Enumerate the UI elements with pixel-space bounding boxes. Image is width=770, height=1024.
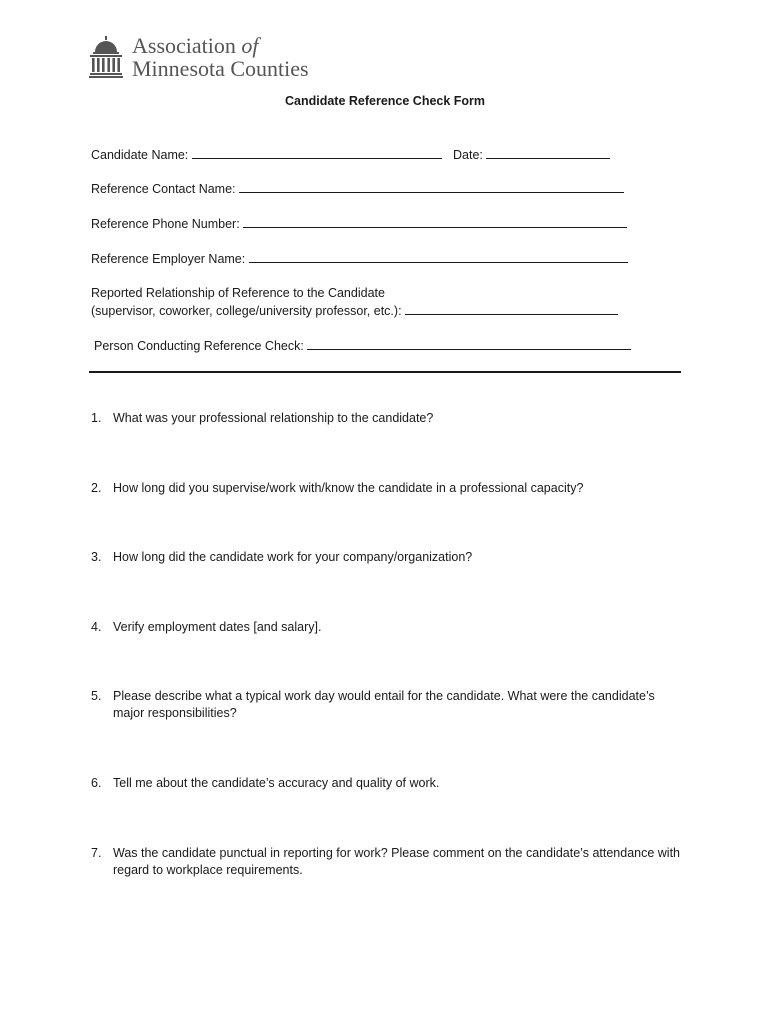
question-text: Tell me about the candidate’s accuracy and quality of work. [113, 776, 440, 790]
candidate-name-field[interactable] [192, 147, 442, 159]
relationship-label: (supervisor, coworker, college/university professor, etc.): [91, 304, 402, 318]
candidate-name-label: Candidate Name: [91, 148, 189, 162]
employer-field[interactable] [249, 251, 628, 263]
question-text: How long did the candidate work for your company/organization? [113, 550, 473, 564]
phone-field[interactable] [243, 216, 627, 228]
logo-line2: Minnesota Counties [132, 56, 309, 81]
employer-row [91, 251, 628, 267]
question-number: 1. [91, 411, 102, 425]
amc-logo [89, 34, 349, 82]
question-number: 4. [91, 620, 102, 634]
relationship-field[interactable] [405, 303, 618, 315]
phone-row [91, 216, 627, 232]
phone-label: Reference Phone Number: [91, 217, 240, 231]
question-number: 7. [91, 846, 102, 860]
question-text: How long did you supervise/work with/know the candidate in a professional capacity? [113, 481, 584, 495]
conductor-row [94, 338, 631, 354]
date-label: Date: [453, 148, 483, 162]
question-number: 2. [91, 481, 102, 495]
question-number: 6. [91, 776, 102, 790]
question-text: Verify employment dates [and salary]. [113, 620, 322, 634]
relationship-line1: Reported Relationship of Reference to the Candidate [91, 286, 385, 300]
question-text: Was the candidate punctual in reporting for work? Please comment on the candidate’s attendance with regard to workplace requirements. [113, 846, 681, 877]
form-title: Candidate Reference Check Form [284, 94, 486, 108]
date-row [453, 147, 610, 163]
conductor-field[interactable] [307, 338, 631, 350]
question-text: Please describe what a typical work day would entail for the candidate. What were the candidate’s major responsibilities? [113, 689, 655, 720]
question-text: What was your professional relationship to the candidate? [113, 411, 434, 425]
logo-wordmark [132, 34, 309, 80]
contact-name-field[interactable] [239, 181, 624, 193]
date-field[interactable] [486, 147, 610, 159]
employer-label: Reference Employer Name: [91, 252, 246, 266]
question-number: 3. [91, 550, 102, 564]
logo-of: of [241, 33, 259, 58]
question-number: 5. [91, 689, 102, 703]
relationship-row [91, 303, 618, 319]
capitol-dome-icon [89, 36, 123, 78]
contact-name-row [91, 181, 624, 197]
section-divider [89, 371, 681, 373]
conductor-label: Person Conducting Reference Check: [94, 339, 304, 353]
candidate-name-row [91, 147, 442, 163]
contact-name-label: Reference Contact Name: [91, 182, 236, 196]
logo-line1: Association [132, 33, 236, 58]
